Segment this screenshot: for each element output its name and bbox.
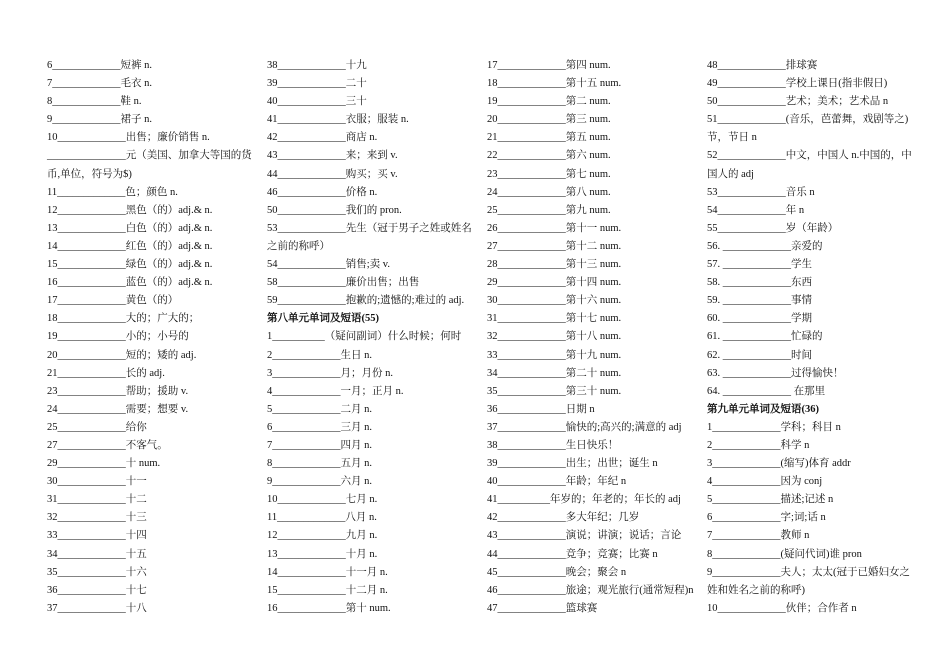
vocab-item: 2_____________科学 n	[707, 439, 810, 451]
vocab-item: 7_____________教师 n	[707, 530, 810, 542]
vocab-item: 47_____________篮球赛	[487, 602, 598, 614]
vocab-item: 9_____________夫人；太太(冠于已婚妇女之姓和姓名之前的称呼)	[707, 566, 910, 596]
vocab-item: 10_____________七月 n.	[267, 494, 378, 506]
vocab-item: 45_____________晚会；聚会 n	[487, 566, 627, 578]
vocab-item: 28_____________第十三 num.	[487, 259, 622, 271]
vocab-item: 20_____________第三 num.	[487, 114, 611, 126]
vocab-item: 58_____________廉价出售；出售	[267, 277, 420, 289]
vocab-item: 52_____________中文，中国人 n.中国的，中国人的 adj	[707, 150, 912, 180]
vocab-item: 49_____________学校上课日(指非假日)	[707, 78, 888, 90]
vocab-item: 29_____________十 num.	[47, 458, 161, 470]
vocab-item: 34_____________第二十 num.	[487, 367, 622, 379]
vocab-item: 6_____________短裤 n.	[47, 60, 152, 71]
vocab-item: 60. _____________学期	[707, 313, 812, 325]
section-heading: 第九单元单词及短语(36)	[707, 403, 819, 415]
vocab-item: 37_____________愉快的;高兴的;满意的 adj	[487, 421, 682, 433]
vocab-item: 35_____________十六	[47, 566, 147, 578]
vocab-item: 35_____________第三十 num.	[487, 385, 622, 397]
vocab-item: 8_____________鞋 n.	[47, 96, 142, 108]
vocab-item: 19_____________小的；小号的	[47, 331, 189, 343]
vocab-item: 37_____________十八	[47, 602, 147, 614]
vocab-item: 27_____________不客气。	[47, 439, 168, 451]
vocab-item: 26_____________第十一 num.	[487, 222, 622, 234]
vocab-item: 56. _____________亲爱的	[707, 240, 823, 252]
vocab-item: 10_____________出售；廉价销售 n.	[47, 132, 210, 144]
vocab-item: 17_____________黄色（的）	[47, 295, 179, 307]
vocab-item: 25_____________第九 num.	[487, 204, 611, 216]
vocab-item: 18_____________第十五 num.	[487, 78, 622, 90]
vocab-item: 57. _____________学生	[707, 259, 812, 271]
vocab-item: 9_____________裙子 n.	[47, 114, 152, 126]
vocab-item: 12_____________黑色（的）adj.& n.	[47, 204, 213, 216]
vocab-item: 16_____________第十 num.	[267, 602, 391, 614]
vocab-item: 7_____________毛衣 n.	[47, 78, 152, 90]
vocab-column-2	[267, 57, 477, 618]
vocab-item: 23_____________帮助；援助 v.	[47, 385, 189, 397]
vocab-item: 18_____________大的；广大的；	[47, 313, 200, 325]
vocab-item: 44_____________购买；买 v.	[267, 168, 398, 180]
vocab-item: 51_____________(音乐，芭蕾舞，戏剧等之)节，节日 n	[707, 114, 909, 144]
vocab-item: _______________元（美国、加拿大等国的货币,单位，符号为$)	[47, 150, 252, 180]
vocab-item: 4_____________一月；正月 n.	[267, 385, 404, 397]
vocab-item: 11_____________八月 n.	[267, 512, 377, 524]
vocab-item: 17_____________第四 num.	[487, 60, 611, 71]
vocab-item: 62. _____________时间	[707, 349, 812, 361]
vocab-item: 10_____________伙伴；合作者 n	[707, 602, 857, 614]
vocab-item: 46_____________价格 n.	[267, 186, 378, 198]
vocab-item: 31_____________十二	[47, 494, 147, 506]
vocab-item: 53_____________音乐 n	[707, 186, 815, 198]
vocab-item: 19_____________第二 num.	[487, 96, 611, 108]
vocab-item: 4_____________因为 conj	[707, 476, 823, 488]
vocab-item: 6_____________字;词;话 n	[707, 512, 826, 524]
vocab-item: 14_____________十一月 n.	[267, 566, 388, 578]
vocab-item: 38_____________十九	[267, 60, 367, 71]
section-heading: 第八单元单词及短语(55)	[267, 313, 379, 325]
vocab-item: 14_____________红色（的）adj.& n.	[47, 240, 213, 252]
vocab-column-1	[47, 57, 257, 618]
vocab-item: 34_____________十五	[47, 548, 147, 560]
vocab-item: 6_____________三月 n.	[267, 421, 372, 433]
vocab-item: 16_____________蓝色（的）adj.& n.	[47, 277, 213, 289]
vocab-item: 20_____________短的；矮的 adj.	[47, 349, 197, 361]
vocab-item: 59. _____________事情	[707, 295, 812, 307]
vocab-item: 27_____________第十二 num.	[487, 240, 622, 252]
vocab-item: 25_____________给你	[47, 421, 147, 433]
vocab-item: 44_____________竞争；竞赛；比赛 n	[487, 548, 658, 560]
vocab-item: 42_____________商店 n.	[267, 132, 378, 144]
vocab-item: 8_____________(疑问代词)谁 pron	[707, 548, 862, 560]
vocab-item: 33_____________十四	[47, 530, 147, 542]
vocab-item: 30_____________十一	[47, 476, 147, 488]
vocab-item: 9_____________六月 n.	[267, 476, 372, 488]
vocab-item: 39_____________二十	[267, 78, 367, 90]
vocab-item: 55_____________岁（年龄）	[707, 222, 839, 234]
vocab-item: 21_____________第五 num.	[487, 132, 611, 144]
vocab-column-3	[487, 57, 697, 618]
vocab-item: 41__________年岁的；年老的；年长的 adj	[487, 494, 681, 506]
vocab-item: 36_____________日期 n	[487, 403, 595, 415]
vocab-item: 12_____________九月 n.	[267, 530, 378, 542]
vocab-item: 58. _____________东西	[707, 277, 812, 289]
vocab-item: 48_____________排球赛	[707, 60, 818, 71]
vocab-item: 43_____________来；来到 v.	[267, 150, 398, 162]
vocab-item: 39_____________出生；出世；诞生 n	[487, 458, 658, 470]
vocab-item: 1__________（疑问副词）什么时候；何时	[267, 331, 462, 343]
vocab-item: 31_____________第十七 num.	[487, 313, 622, 325]
vocab-item: 43_____________演说；讲演；说话；言论	[487, 530, 682, 542]
vocab-column-4	[707, 57, 917, 618]
vocab-item: 15_____________绿色（的）adj.& n.	[47, 259, 213, 271]
vocab-item: 36_____________十七	[47, 584, 147, 596]
vocab-item: 63. _____________过得愉快！	[707, 367, 844, 379]
vocab-item: 50_____________艺术；美术；艺术品 n	[707, 96, 889, 108]
vocab-item: 42_____________多大年纪；几岁	[487, 512, 640, 524]
vocab-item: 7_____________四月 n.	[267, 439, 372, 451]
vocab-item: 3_____________月；月份 n.	[267, 367, 393, 379]
vocab-item: 24_____________需要；想要 v.	[47, 403, 189, 415]
vocab-item: 29_____________第十四 num.	[487, 277, 622, 289]
vocab-item: 5_____________二月 n.	[267, 403, 372, 415]
vocab-item: 21_____________长的 adj.	[47, 367, 165, 379]
vocab-item: 40_____________三十	[267, 96, 367, 108]
vocab-item: 54_____________销售;卖 v.	[267, 259, 390, 271]
vocab-item: 3_____________(缩写)体育 addr	[707, 458, 851, 470]
vocab-item: 13_____________白色（的）adj.& n.	[47, 222, 213, 234]
vocab-item: 8_____________五月 n.	[267, 458, 372, 470]
vocab-item: 41_____________衣服；服装 n.	[267, 114, 409, 126]
vocab-item: 59_____________抱歉的;遗憾的;难过的 adj.	[267, 295, 465, 307]
vocab-item: 24_____________第八 num.	[487, 186, 611, 198]
vocab-item: 33_____________第十九 num.	[487, 349, 622, 361]
vocab-item: 40_____________年龄；年纪 n	[487, 476, 627, 488]
vocab-item: 32_____________第十八 num.	[487, 331, 622, 343]
vocab-item: 2_____________生日 n.	[267, 349, 372, 361]
vocab-item: 5_____________描述;记述 n	[707, 494, 834, 506]
vocab-item: 22_____________第六 num.	[487, 150, 611, 162]
vocab-item: 61. _____________忙碌的	[707, 331, 823, 343]
vocab-item: 11_____________色；颜色 n.	[47, 186, 178, 198]
vocab-item: 54_____________年 n	[707, 204, 805, 216]
vocab-item: 50_____________我们的 pron.	[267, 204, 402, 216]
vocab-item: 23_____________第七 num.	[487, 168, 611, 180]
vocab-item: 46_____________旅途；观光旅行(通常短程)n	[487, 584, 694, 596]
vocab-item: 15_____________十二月 n.	[267, 584, 388, 596]
vocab-item: 32_____________十三	[47, 512, 147, 524]
vocab-item: 64. _____________ 在那里	[707, 385, 826, 397]
vocab-item: 53_____________先生（冠于男子之姓或姓名之前的称呼）	[267, 222, 472, 252]
vocab-item: 38_____________生日快乐！	[487, 439, 619, 451]
vocab-item: 1_____________学科；科目 n	[707, 421, 841, 433]
vocab-item: 30_____________第十六 num.	[487, 295, 622, 307]
vocab-item: 13_____________十月 n.	[267, 548, 378, 560]
